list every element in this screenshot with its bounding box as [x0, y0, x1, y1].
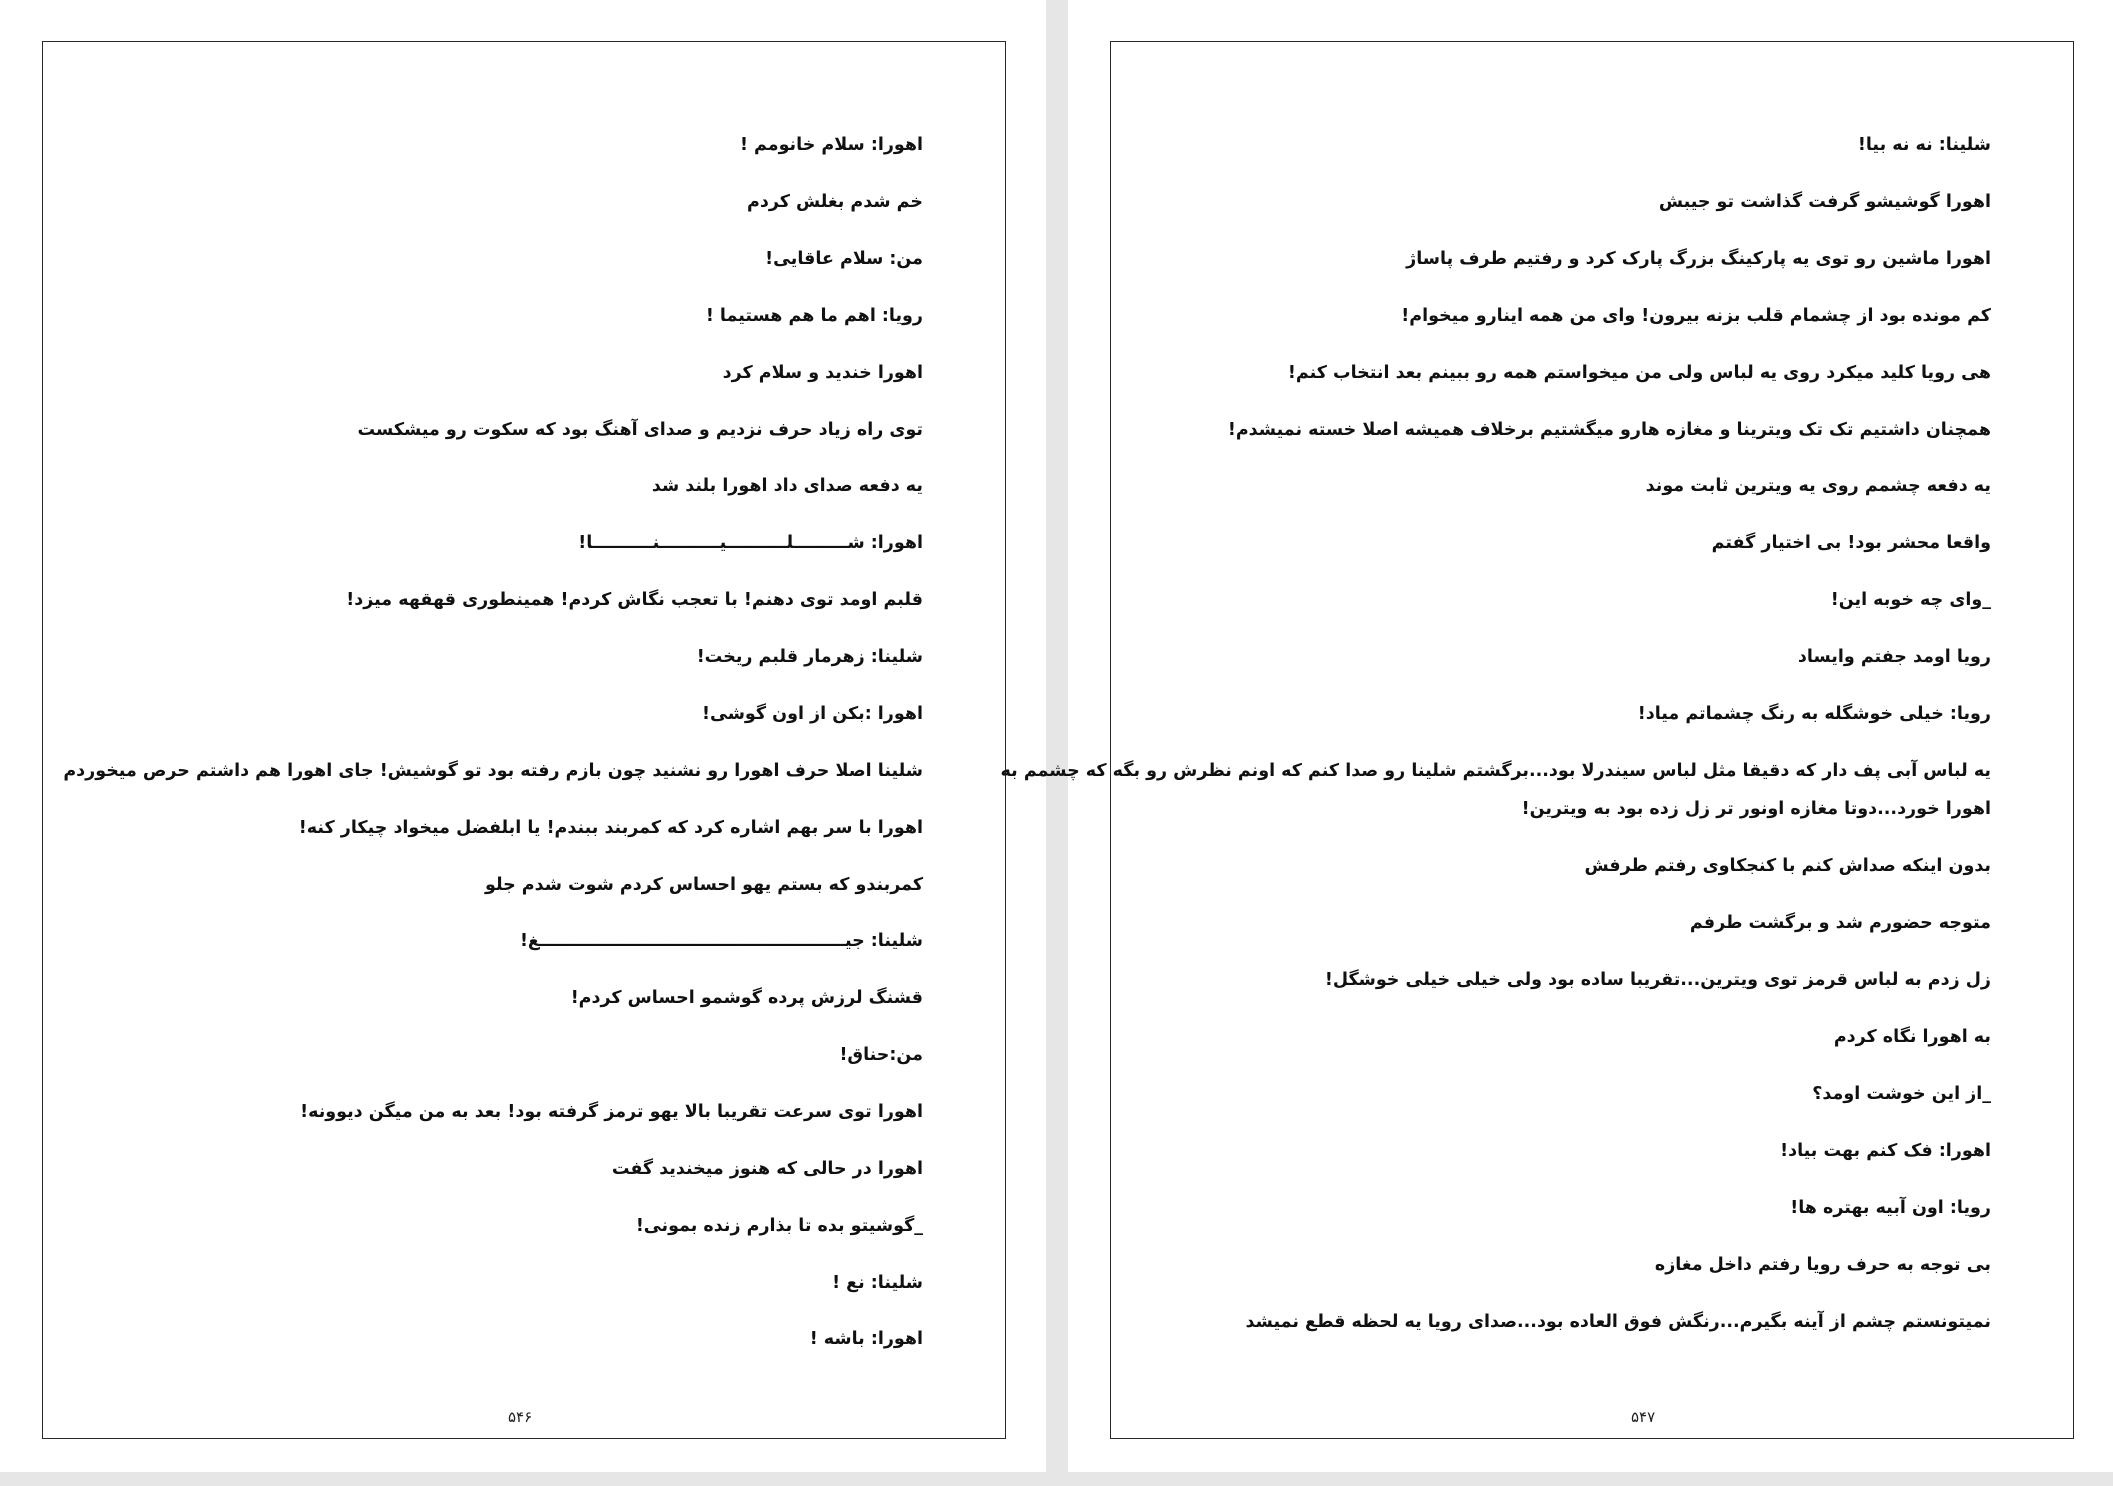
text-line: قشنگ لرزش پرده گوشمو احساس کردم! — [570, 988, 923, 1008]
text-line: اهورا در حالی که هنوز میخندید گفت — [611, 1159, 923, 1179]
text-line: یه دفعه چشمم روی یه ویترین ثابت موند — [1645, 476, 1991, 496]
text-line: یه لباس آبی پف دار که دقیقا مثل لباس سیندرلا بود...برگشتم شلینا رو صدا کنم که اونم نظرش رو بگه که چشمم به — [1000, 761, 1991, 781]
text-line: اهورا خندید و سلام کرد — [722, 363, 923, 383]
text-line: نمیتونستم چشم از آینه بگیرم...رنگش فوق العاده بود...صدای رویا یه لحظه قطع نمیشد — [1245, 1312, 1991, 1332]
page-frame — [1000, 41, 2074, 1439]
text-line: _گوشیتو بده تا بذارم زنده بمونی! — [635, 1216, 923, 1236]
text-line: رویا اومد جفتم وایساد — [1797, 647, 1991, 667]
text-line: خم شدم بغلش کردم — [747, 192, 923, 212]
text-line: اهورا توی سرعت تقریبا بالا یهو ترمز گرفته بود! بعد به من میگن دیوونه! — [300, 1102, 923, 1122]
page-right — [1000, 0, 2113, 1472]
text-line: اهورا :بکن از اون گوشی! — [702, 704, 923, 724]
text-line: اهورا خورد...دوتا مغازه اونور تر زل زده بود به ویترین! — [1521, 799, 1991, 819]
text-line: شلینا: نه نه بیا! — [1857, 135, 1991, 155]
text-line: به اهورا نگاه کردم — [1833, 1027, 1991, 1047]
text-line: واقعا محشر بود! بی اختیار گفتم — [1711, 533, 1991, 553]
text-line: همچنان داشتیم تک تک ویترینا و مغازه هارو میگشتیم برخلاف همیشه اصلا خسته نمیشدم! — [1227, 420, 1991, 440]
text-line: شلینا: جیـــــــــــــــــــــــــــــــــــــــــــــــــــغ! — [519, 931, 923, 951]
text-line: رویا: خیلی خوشگله به رنگ چشماتم میاد! — [1637, 704, 1991, 724]
text-line: یه دفعه صدای داد اهورا بلند شد — [651, 476, 923, 496]
text-line: رویا: اون آبیه بهتره ها! — [1790, 1198, 1991, 1218]
text-line: توی راه زیاد حرف نزدیم و صدای آهنگ بود که سکوت رو میشکست — [357, 420, 923, 440]
text-line: اهورا: فک کنم بهت بیاد! — [1780, 1141, 1991, 1161]
text-line: اهورا ماشین رو توی یه پارکینگ بزرگ پارک کرد و رفتیم طرف پاساژ — [1406, 249, 1991, 269]
page-number: ۵۴۷ — [1631, 1408, 1656, 1426]
text-line: اهورا: باشه ! — [809, 1329, 923, 1349]
text-line: من:حناق! — [839, 1045, 923, 1065]
text-line: _وای چه خوبه این! — [1830, 590, 1991, 610]
page-text — [43, 42, 1005, 1438]
text-line: اهورا گوشیشو گرفت گذاشت تو جیبش — [1658, 192, 1991, 212]
text-line: _از این خوشت اومد؟ — [1812, 1084, 1991, 1104]
text-line: کم مونده بود از چشمام قلب بزنه بیرون! وای من همه اینارو میخوام! — [1401, 306, 1991, 326]
text-line: شلینا اصلا حرف اهورا رو نشنید چون بازم رفته بود تو گوشیش! جای اهورا هم داشتم حرص میخوردم — [63, 761, 923, 781]
text-line: بی توجه به حرف رویا رفتم داخل مغازه — [1654, 1255, 1991, 1275]
text-line: من: سلام عاقایی! — [765, 249, 923, 269]
text-line: شلینا: زهرمار قلبم ریخت! — [696, 647, 923, 667]
text-line: اهورا: شـــــــــلــــــــــیــــــــــنــــــــــا! — [578, 533, 923, 553]
text-line: قلبم اومد توی دهنم! با تعجب نگاش کردم! همینطوری قهقهه میزد! — [346, 590, 923, 610]
text-line: کمربندو که بستم یهو احساس کردم شوت شدم جلو — [484, 875, 923, 895]
page-frame — [42, 41, 1006, 1439]
text-line: اهورا: سلام خانومم ! — [739, 135, 923, 155]
text-line: هی رویا کلید میکرد روی یه لباس ولی من میخواستم همه رو ببینم بعد انتخاب کنم! — [1287, 363, 1991, 383]
page-text — [1000, 42, 2073, 1438]
text-line: بدون اینکه صداش کنم با کنجکاوی رفتم طرفش — [1584, 856, 1991, 876]
text-line: متوجه حضورم شد و برگشت طرفم — [1689, 913, 1991, 933]
text-line: زل زدم به لباس قرمز توی ویترین...تقریبا ساده بود ولی خیلی خیلی خوشگل! — [1324, 970, 1991, 990]
text-line: اهورا با سر بهم اشاره کرد که کمربند ببندم! یا ابلفضل میخواد چیکار کنه! — [298, 818, 923, 838]
text-line: رویا: اهم ما هم هستیما ! — [705, 306, 923, 326]
page-number: ۵۴۶ — [508, 1408, 533, 1426]
page-left — [0, 0, 1046, 1472]
text-line: شلینا: نع ! — [832, 1273, 923, 1293]
